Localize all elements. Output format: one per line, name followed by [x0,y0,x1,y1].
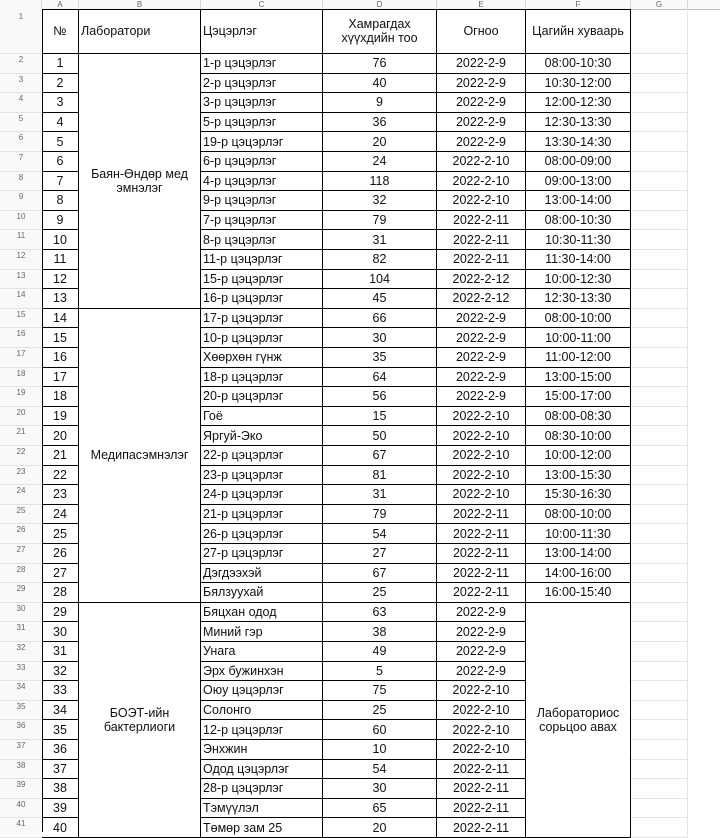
cell-school[interactable]: Тэмүүлэл [201,799,323,819]
row-header[interactable]: 30 [0,603,42,623]
row-header[interactable]: 9 [0,191,42,211]
merged-time-cell[interactable]: Лабораториос сорьцоо авах [526,603,631,838]
header-school[interactable]: Цэцэрлэг [201,9,323,54]
header-date[interactable]: Огноо [437,9,526,54]
cell-count[interactable]: 30 [323,779,437,799]
row-header[interactable]: 3 [0,74,42,94]
cell-school[interactable]: 26-р цэцэрлэг [201,524,323,544]
cell-no[interactable]: 32 [42,662,79,682]
cell-no[interactable]: 6 [42,152,79,172]
cell-time[interactable]: 12:00-12:30 [526,93,631,113]
row-header[interactable]: 19 [0,387,42,407]
row-header[interactable]: 11 [0,230,42,250]
empty-cell[interactable] [631,387,688,407]
cell-no[interactable]: 38 [42,779,79,799]
row-header-bar [0,9,42,835]
empty-cell[interactable] [631,270,688,290]
empty-cell[interactable] [631,93,688,113]
cell-count[interactable]: 54 [323,524,437,544]
cell-no[interactable]: 37 [42,760,79,780]
empty-cell[interactable] [631,740,688,760]
cell-count[interactable]: 31 [323,230,437,250]
select-all-corner[interactable] [0,0,42,9]
cell-count[interactable]: 66 [323,309,437,329]
empty-cell[interactable] [631,524,688,544]
cell-count[interactable]: 67 [323,564,437,584]
row-header[interactable]: 14 [0,289,42,309]
cell-time[interactable]: 10:00-11:30 [526,524,631,544]
row-header[interactable]: 39 [0,779,42,799]
row-header[interactable]: 38 [0,760,42,780]
cell-no[interactable]: 23 [42,485,79,505]
cell-date[interactable]: 2022-2-11 [437,250,526,270]
cell-no[interactable]: 8 [42,191,79,211]
empty-cell[interactable] [631,720,688,740]
cell-time[interactable]: 10:30-12:00 [526,74,631,94]
column-header-f[interactable]: F [526,0,631,9]
cell-date[interactable]: 2022-2-9 [437,93,526,113]
empty-cell[interactable] [631,446,688,466]
cell-count[interactable]: 76 [323,54,437,74]
cell-date[interactable]: 2022-2-9 [437,348,526,368]
cell-count[interactable]: 20 [323,132,437,152]
row-header[interactable]: 16 [0,328,42,348]
cell-school[interactable]: 7-р цэцэрлэг [201,211,323,231]
cell-no[interactable]: 18 [42,387,79,407]
cell-time[interactable]: 15:30-16:30 [526,485,631,505]
cell-date[interactable]: 2022-2-10 [437,407,526,427]
cell-school[interactable]: 27-р цэцэрлэг [201,544,323,564]
cell-date[interactable]: 2022-2-10 [437,740,526,760]
cell-time[interactable]: 08:00-10:00 [526,505,631,525]
cell-no[interactable]: 33 [42,681,79,701]
cell-date[interactable]: 2022-2-9 [437,368,526,388]
empty-cell[interactable] [631,799,688,819]
empty-cell[interactable] [631,172,688,192]
cell-count[interactable]: 82 [323,250,437,270]
cell-no[interactable]: 9 [42,211,79,231]
cell-school[interactable]: 4-р цэцэрлэг [201,172,323,192]
cell-no[interactable]: 16 [42,348,79,368]
cell-no[interactable]: 13 [42,289,79,309]
cell-count[interactable]: 25 [323,701,437,721]
row-header[interactable]: 15 [0,309,42,329]
cell-count[interactable]: 40 [323,74,437,94]
row-header[interactable]: 13 [0,270,42,290]
row-header[interactable]: 33 [0,662,42,682]
row-header[interactable]: 12 [0,250,42,270]
cell-school[interactable]: Миний гэр [201,622,323,642]
cell-time[interactable]: 13:30-14:30 [526,132,631,152]
cell-count[interactable]: 63 [323,603,437,623]
cell-school[interactable]: Бяцхан одод [201,603,323,623]
empty-cell[interactable] [631,544,688,564]
cell-no[interactable]: 27 [42,564,79,584]
cell-no[interactable]: 5 [42,132,79,152]
cell-count[interactable]: 20 [323,818,437,838]
cell-time[interactable]: 12:30-13:30 [526,289,631,309]
cell-school[interactable]: 1-р цэцэрлэг [201,54,323,74]
cell-count[interactable]: 54 [323,760,437,780]
cell-school[interactable]: Хөөрхөн гүнж [201,348,323,368]
header-schedule[interactable]: Цагийн хуваарь [526,9,631,54]
empty-cell[interactable] [631,250,688,270]
cell-school[interactable]: Эрх бужинхэн [201,662,323,682]
cell-time[interactable]: 13:00-14:00 [526,191,631,211]
row-header[interactable]: 6 [0,132,42,152]
row-header[interactable]: 23 [0,466,42,486]
row-header[interactable]: 36 [0,720,42,740]
cell-time[interactable]: 13:00-15:00 [526,368,631,388]
cell-time[interactable]: 08:00-10:00 [526,309,631,329]
cell-no[interactable]: 35 [42,720,79,740]
cell-school[interactable]: Солонго [201,701,323,721]
cell-school[interactable]: 19-р цэцэрлэг [201,132,323,152]
cell-school[interactable]: 20-р цэцэрлэг [201,387,323,407]
cell-count[interactable]: 104 [323,270,437,290]
row-header[interactable]: 29 [0,583,42,603]
cell-time[interactable]: 08:30-10:00 [526,426,631,446]
cell-time[interactable]: 15:00-17:00 [526,387,631,407]
cell-count[interactable]: 49 [323,642,437,662]
cell-school[interactable]: 6-р цэцэрлэг [201,152,323,172]
row-header[interactable]: 2 [0,54,42,74]
cell-time[interactable]: 10:00-12:30 [526,270,631,290]
cell-school[interactable]: 23-р цэцэрлэг [201,466,323,486]
empty-cell[interactable] [631,681,688,701]
row-header[interactable]: 31 [0,622,42,642]
cell-time[interactable]: 10:30-11:30 [526,230,631,250]
cell-date[interactable]: 2022-2-10 [437,191,526,211]
cell-date[interactable]: 2022-2-9 [437,132,526,152]
cell-school[interactable]: Дэгдээхэй [201,564,323,584]
cell-school[interactable]: Төмөр зам 25 [201,818,323,838]
cell-count[interactable]: 36 [323,113,437,133]
cell-no[interactable]: 36 [42,740,79,760]
cell-no[interactable]: 1 [42,54,79,74]
empty-cell[interactable] [631,583,688,603]
cell-time[interactable]: 08:00-09:00 [526,152,631,172]
cell-date[interactable]: 2022-2-11 [437,779,526,799]
empty-cell[interactable] [631,603,688,623]
empty-cell[interactable] [631,760,688,780]
cell-count[interactable]: 79 [323,211,437,231]
cell-school[interactable]: 12-р цэцэрлэг [201,720,323,740]
cell-school[interactable]: Бялзуухай [201,583,323,603]
column-header-b[interactable]: B [79,0,201,9]
row-header[interactable]: 26 [0,524,42,544]
cell-count[interactable]: 27 [323,544,437,564]
cell-date[interactable]: 2022-2-10 [437,681,526,701]
cell-school[interactable]: 21-р цэцэрлэг [201,505,323,525]
cell-count[interactable]: 81 [323,466,437,486]
cell-count[interactable]: 67 [323,446,437,466]
cell-school[interactable]: 3-р цэцэрлэг [201,93,323,113]
cell-count[interactable]: 32 [323,191,437,211]
row-header[interactable]: 17 [0,348,42,368]
cell-school[interactable]: 24-р цэцэрлэг [201,485,323,505]
cell-no[interactable]: 19 [42,407,79,427]
row-header[interactable]: 24 [0,485,42,505]
empty-cell[interactable] [631,701,688,721]
cell-date[interactable]: 2022-2-11 [437,524,526,544]
empty-cell[interactable] [631,328,688,348]
cell-school[interactable]: Унага [201,642,323,662]
cell-count[interactable]: 38 [323,622,437,642]
empty-cell[interactable] [631,191,688,211]
cell-count[interactable]: 64 [323,368,437,388]
cell-time[interactable]: 08:00-10:30 [526,54,631,74]
empty-cell[interactable] [631,309,688,329]
cell-date[interactable]: 2022-2-10 [437,152,526,172]
cell-school[interactable]: Гоё [201,407,323,427]
cell-time[interactable]: 12:30-13:30 [526,113,631,133]
empty-cell[interactable] [631,622,688,642]
cell-school[interactable]: 8-р цэцэрлэг [201,230,323,250]
cell-school[interactable]: 9-р цэцэрлэг [201,191,323,211]
cell-no[interactable]: 4 [42,113,79,133]
cell-date[interactable]: 2022-2-10 [437,172,526,192]
row-header[interactable]: 40 [0,799,42,819]
header-lab[interactable]: Лаборатори [79,9,201,54]
empty-cell[interactable] [631,485,688,505]
cell-time[interactable]: 09:00-13:00 [526,172,631,192]
row-header[interactable]: 25 [0,505,42,525]
cell-no[interactable]: 26 [42,544,79,564]
cell-date[interactable]: 2022-2-12 [437,289,526,309]
empty-cell[interactable] [631,152,688,172]
cell-no[interactable]: 7 [42,172,79,192]
cell-date[interactable]: 2022-2-11 [437,760,526,780]
cell-no[interactable]: 31 [42,642,79,662]
cell-date[interactable]: 2022-2-10 [437,485,526,505]
empty-cell[interactable] [631,466,688,486]
cell-date[interactable]: 2022-2-9 [437,387,526,407]
cell-no[interactable]: 20 [42,426,79,446]
cell-no[interactable]: 11 [42,250,79,270]
cell-count[interactable]: 45 [323,289,437,309]
cell-date[interactable]: 2022-2-10 [437,426,526,446]
cell-school[interactable]: 22-р цэцэрлэг [201,446,323,466]
cell-date[interactable]: 2022-2-9 [437,328,526,348]
cell-count[interactable]: 31 [323,485,437,505]
empty-cell[interactable] [631,74,688,94]
row-header[interactable]: 18 [0,368,42,388]
cell-count[interactable]: 79 [323,505,437,525]
empty-cell[interactable] [631,289,688,309]
column-header-c[interactable]: C [201,0,323,9]
cell-time[interactable]: 13:00-15:30 [526,466,631,486]
cell-no[interactable]: 12 [42,270,79,290]
cell-date[interactable]: 2022-2-10 [437,720,526,740]
merged-lab-cell[interactable]: Медипасэмнэлэг [79,309,201,603]
empty-cell[interactable] [631,426,688,446]
cell-no[interactable]: 25 [42,524,79,544]
cell-school[interactable]: 10-р цэцэрлэг [201,328,323,348]
cell-no[interactable]: 29 [42,603,79,623]
cell-date[interactable]: 2022-2-9 [437,642,526,662]
cell-count[interactable]: 35 [323,348,437,368]
empty-cell[interactable] [631,642,688,662]
empty-cell[interactable] [631,211,688,231]
cell-count[interactable]: 60 [323,720,437,740]
empty-cell[interactable] [631,9,688,54]
row-header[interactable]: 5 [0,113,42,133]
cell-count[interactable]: 75 [323,681,437,701]
cell-no[interactable]: 40 [42,818,79,838]
cell-time[interactable]: 10:00-11:00 [526,328,631,348]
merged-lab-cell[interactable]: Баян-Өндөр мед эмнэлэг [79,54,201,309]
cell-no[interactable]: 28 [42,583,79,603]
cell-date[interactable]: 2022-2-10 [437,446,526,466]
table-top-border [42,9,631,10]
cell-school[interactable]: 17-р цэцэрлэг [201,309,323,329]
cell-date[interactable]: 2022-2-11 [437,583,526,603]
empty-cell[interactable] [631,407,688,427]
cell-date[interactable]: 2022-2-11 [437,799,526,819]
empty-cell[interactable] [631,113,688,133]
row-header[interactable]: 35 [0,701,42,721]
cell-no[interactable]: 24 [42,505,79,525]
cell-no[interactable]: 17 [42,368,79,388]
empty-cell[interactable] [631,132,688,152]
cell-no[interactable]: 3 [42,93,79,113]
cell-time[interactable]: 16:00-15:40 [526,583,631,603]
cell-count[interactable]: 9 [323,93,437,113]
cell-no[interactable]: 22 [42,466,79,486]
column-header-a[interactable]: A [42,0,79,9]
cell-no[interactable]: 39 [42,799,79,819]
cell-date[interactable]: 2022-2-9 [437,74,526,94]
cell-date[interactable]: 2022-2-9 [437,622,526,642]
row-header[interactable]: 7 [0,152,42,172]
cell-time[interactable]: 10:00-12:00 [526,446,631,466]
cell-school[interactable]: 11-р цэцэрлэг [201,250,323,270]
cell-date[interactable]: 2022-2-11 [437,818,526,838]
cell-school[interactable]: Одод цэцэрлэг [201,760,323,780]
cell-count[interactable]: 10 [323,740,437,760]
cell-date[interactable]: 2022-2-10 [437,466,526,486]
cell-no[interactable]: 10 [42,230,79,250]
row-header[interactable]: 32 [0,642,42,662]
row-header[interactable]: 1 [0,9,42,54]
cell-school[interactable]: Яргуй-Эко [201,426,323,446]
cell-date[interactable]: 2022-2-9 [437,309,526,329]
cell-date[interactable]: 2022-2-11 [437,230,526,250]
cell-date[interactable]: 2022-2-11 [437,564,526,584]
row-header[interactable]: 28 [0,564,42,584]
cell-no[interactable]: 15 [42,328,79,348]
column-header-e[interactable]: E [437,0,526,9]
row-header[interactable]: 37 [0,740,42,760]
cell-school[interactable]: 18-р цэцэрлэг [201,368,323,388]
cell-school[interactable]: Энхжин [201,740,323,760]
cell-school[interactable]: 15-р цэцэрлэг [201,270,323,290]
row-header[interactable]: 21 [0,426,42,446]
row-header[interactable]: 34 [0,681,42,701]
row-header[interactable]: 8 [0,172,42,192]
cell-date[interactable]: 2022-2-11 [437,505,526,525]
cell-time[interactable]: 14:00-16:00 [526,564,631,584]
cell-count[interactable]: 30 [323,328,437,348]
cell-school[interactable]: Оюу цэцэрлэг [201,681,323,701]
empty-cell[interactable] [631,505,688,525]
cell-date[interactable]: 2022-2-12 [437,270,526,290]
cell-school[interactable]: 16-р цэцэрлэг [201,289,323,309]
empty-cell[interactable] [631,230,688,250]
cell-date[interactable]: 2022-2-11 [437,211,526,231]
cell-count[interactable]: 65 [323,799,437,819]
cell-no[interactable]: 14 [42,309,79,329]
row-header[interactable]: 20 [0,407,42,427]
cell-no[interactable]: 34 [42,701,79,721]
column-header-d[interactable]: D [323,0,437,9]
empty-cell[interactable] [631,779,688,799]
empty-cell[interactable] [631,368,688,388]
cell-date[interactable]: 2022-2-9 [437,54,526,74]
header-count[interactable]: Хамрагдах хүүхдийн тоо [323,9,437,54]
empty-cell[interactable] [631,818,688,838]
cell-count[interactable]: 50 [323,426,437,446]
empty-cell[interactable] [631,348,688,368]
cell-time[interactable]: 13:00-14:00 [526,544,631,564]
empty-cell[interactable] [631,564,688,584]
merged-lab-cell[interactable]: БОЭТ-ийн бактерлиоги [79,603,201,838]
cell-school[interactable]: 2-р цэцэрлэг [201,74,323,94]
cell-school[interactable]: 5-р цэцэрлэг [201,113,323,133]
cell-school[interactable]: 28-р цэцэрлэг [201,779,323,799]
cell-date[interactable]: 2022-2-10 [437,701,526,721]
cell-count[interactable]: 25 [323,583,437,603]
row-header[interactable]: 10 [0,211,42,231]
empty-cell[interactable] [631,662,688,682]
cell-count[interactable]: 5 [323,662,437,682]
cell-time[interactable]: 11:00-12:00 [526,348,631,368]
cell-no[interactable]: 2 [42,74,79,94]
cell-count[interactable]: 118 [323,172,437,192]
cell-date[interactable]: 2022-2-9 [437,662,526,682]
row-header[interactable]: 27 [0,544,42,564]
cell-date[interactable]: 2022-2-9 [437,113,526,133]
cell-count[interactable]: 56 [323,387,437,407]
cell-no[interactable]: 30 [42,622,79,642]
cell-count[interactable]: 24 [323,152,437,172]
cell-time[interactable]: 08:00-10:30 [526,211,631,231]
cell-time[interactable]: 08:00-08:30 [526,407,631,427]
cell-no[interactable]: 21 [42,446,79,466]
row-header[interactable]: 41 [0,818,42,838]
cell-date[interactable]: 2022-2-11 [437,544,526,564]
table-left-border [42,9,43,832]
header-no[interactable]: № [42,9,79,54]
column-header-g[interactable]: G [631,0,688,9]
row-header[interactable]: 4 [0,93,42,113]
cell-count[interactable]: 15 [323,407,437,427]
row-header[interactable]: 22 [0,446,42,466]
empty-cell[interactable] [631,54,688,74]
cell-date[interactable]: 2022-2-9 [437,603,526,623]
cell-time[interactable]: 11:30-14:00 [526,250,631,270]
